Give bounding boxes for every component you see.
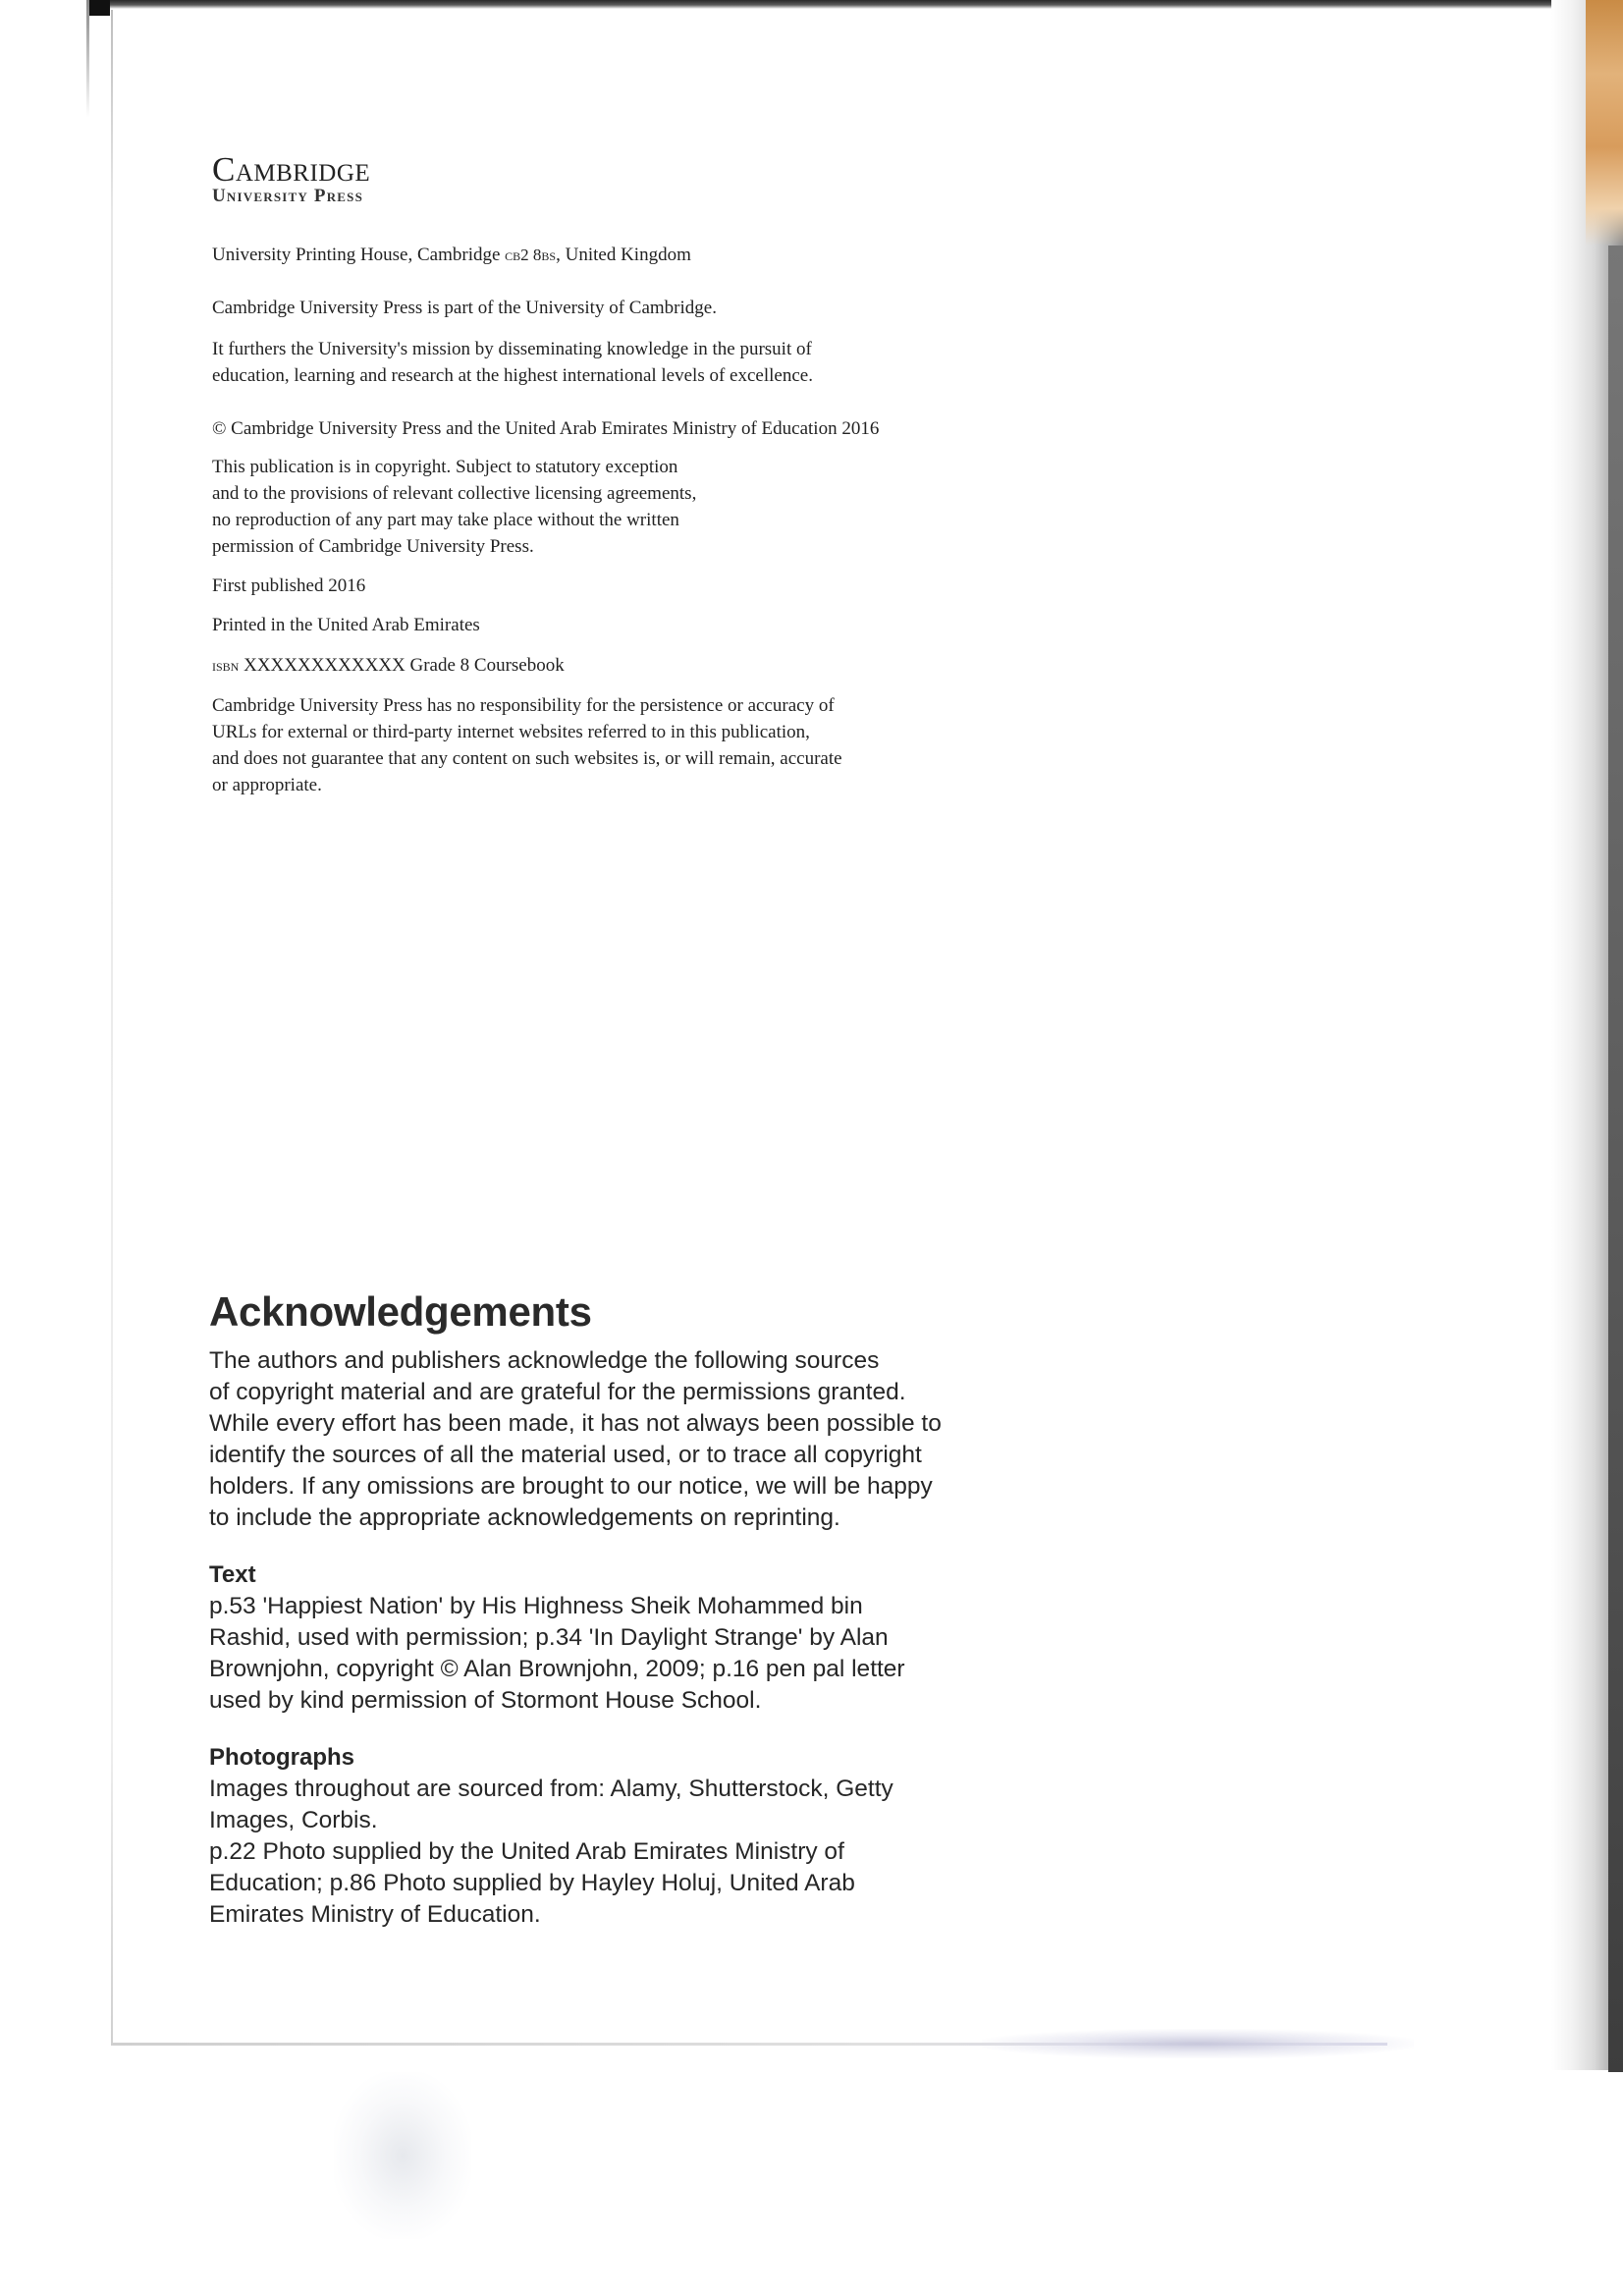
isbn-label: isbn bbox=[212, 656, 240, 675]
photo-credits bbox=[209, 1742, 995, 1931]
photo-credit-line: Images throughout are sourced from: Alamy, Shutterstock, Getty bbox=[209, 1776, 893, 1802]
publication-line: permission of Cambridge University Press. bbox=[212, 536, 534, 557]
photo-credit-line: p.22 Photo supplied by the United Arab Emirates Ministry of bbox=[209, 1838, 844, 1865]
publication-line: and to the provisions of relevant collective licensing agreements, bbox=[212, 483, 697, 504]
first-published: First published 2016 bbox=[212, 575, 366, 596]
intro-line: of copyright material and are grateful for the permissions granted. bbox=[209, 1379, 906, 1405]
scan-smudge bbox=[982, 2029, 1414, 2058]
intro-line: The authors and publishers acknowledge the following sources bbox=[209, 1347, 880, 1374]
intro-line: to include the appropriate acknowledgements on reprinting. bbox=[209, 1504, 840, 1531]
copyright-notice: © Cambridge University Press and the United Arab Emirates Ministry of Education 2016 bbox=[212, 418, 880, 439]
text-credit-line: used by kind permission of Stormont House School. bbox=[209, 1687, 762, 1714]
text-heading: Text bbox=[209, 1561, 256, 1588]
acknowledgements-title: Acknowledgements bbox=[209, 1288, 592, 1335]
mission-line: It furthers the University's mission by disseminating knowledge in the pursuit of bbox=[212, 339, 812, 359]
acknowledgements-intro bbox=[209, 1345, 995, 1534]
address-suffix: , United Kingdom bbox=[556, 245, 691, 265]
disclaimer-line: and does not guarantee that any content on such websites is, or will remain, accurate bbox=[212, 748, 842, 769]
text-credit-line: Brownjohn, copyright © Alan Brownjohn, 2009; p.16 pen pal letter bbox=[209, 1656, 905, 1682]
scan-top-shadow bbox=[88, 0, 1623, 9]
copyright-statement bbox=[212, 454, 696, 560]
intro-line: identify the sources of all the material used, or to trace all copyright bbox=[209, 1442, 922, 1468]
disclaimer-line: or appropriate. bbox=[212, 775, 322, 795]
intro-line: holders. If any omissions are brought to our notice, we will be happy bbox=[209, 1473, 933, 1500]
publisher-logo bbox=[212, 152, 998, 207]
photo-credit-line: Emirates Ministry of Education. bbox=[209, 1901, 541, 1928]
disclaimer-line: URLs for external or third-party internet websites referred to in this publication, bbox=[212, 722, 810, 742]
publisher-address bbox=[212, 242, 691, 268]
photo-credit-line: Images, Corbis. bbox=[209, 1807, 378, 1833]
isbn-line bbox=[212, 652, 565, 679]
page-left-edge-line bbox=[111, 10, 113, 2043]
text-credits bbox=[209, 1559, 995, 1717]
disclaimer-line: Cambridge University Press has no responsibility for the persistence or accuracy of bbox=[212, 695, 835, 716]
publication-line: This publication is in copyright. Subject to statutory exception bbox=[212, 457, 678, 477]
scan-blot bbox=[334, 2072, 471, 2239]
scan-cover-edge bbox=[1586, 0, 1623, 246]
url-disclaimer bbox=[212, 692, 842, 798]
acknowledgements-section bbox=[209, 1286, 995, 1931]
printed-in: Printed in the United Arab Emirates bbox=[212, 615, 480, 635]
photo-credit-line: Education; p.86 Photo supplied by Hayley Holuj, United Arab bbox=[209, 1870, 855, 1896]
part-of-university: Cambridge University Press is part of the University of Cambridge. bbox=[212, 298, 717, 318]
scan-right-dark-edge bbox=[1608, 246, 1623, 2072]
publication-line: no reproduction of any part may take place without the written bbox=[212, 510, 679, 530]
scan-corner-mark bbox=[86, 0, 110, 16]
intro-line: While every effort has been made, it has not always been possible to bbox=[209, 1410, 942, 1437]
logo-sub-text: University Press bbox=[212, 186, 364, 206]
mission-statement bbox=[212, 336, 813, 389]
text-credit-line: p.53 'Happiest Nation' by His Highness Sheik Mohammed bin bbox=[209, 1593, 863, 1619]
text-credits-body bbox=[209, 1591, 995, 1717]
mission-line: education, learning and research at the highest international levels of excellence. bbox=[212, 365, 813, 386]
address-postcode: cb2 8bs bbox=[505, 246, 557, 264]
photographs-heading: Photographs bbox=[209, 1744, 354, 1771]
text-credit-line: Rashid, used with permission; p.34 'In Daylight Strange' by Alan bbox=[209, 1624, 889, 1651]
isbn-value: XXXXXXXXXXXX Grade 8 Coursebook bbox=[239, 655, 565, 676]
logo-main-text: Cambridge bbox=[212, 150, 371, 189]
photo-credits-body bbox=[209, 1774, 995, 1931]
scan-left-edge bbox=[86, 0, 89, 118]
address-prefix: University Printing House, Cambridge bbox=[212, 245, 506, 265]
